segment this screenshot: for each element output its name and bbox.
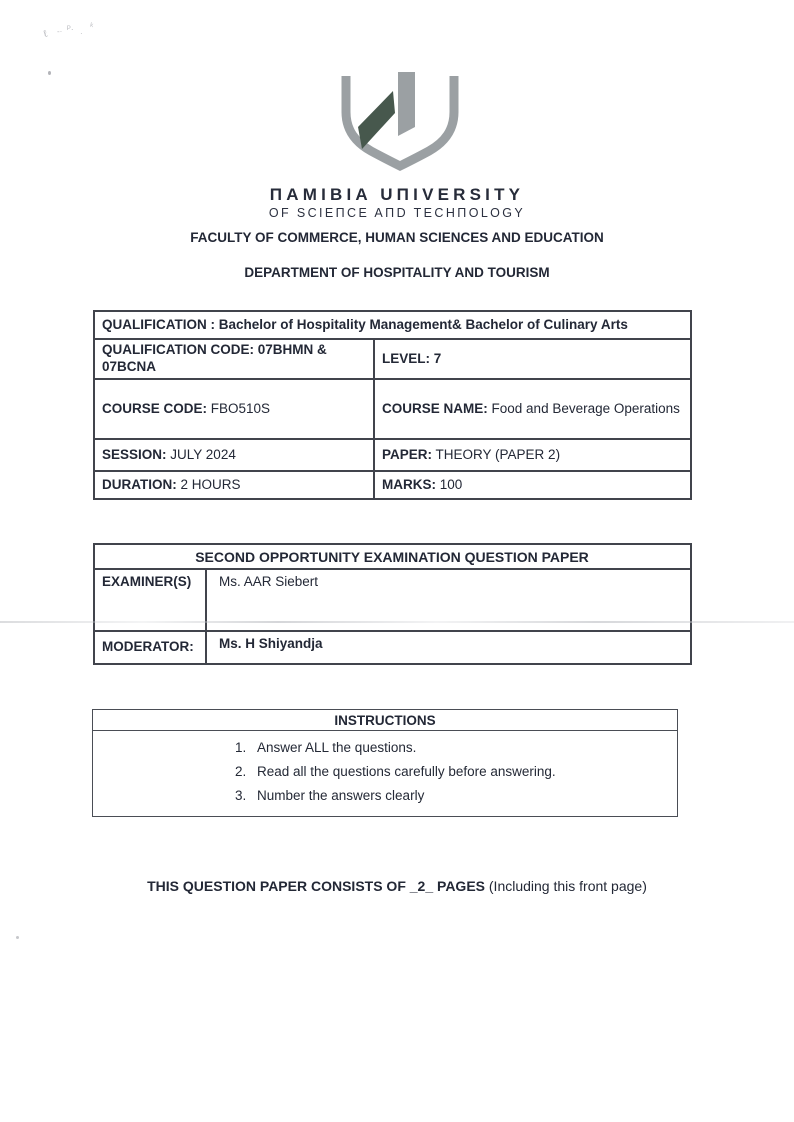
shield-green-sash (358, 91, 395, 149)
instruction-number: 2. (235, 764, 247, 779)
paper-cell (373, 438, 690, 470)
qualification-code-label: QUALIFICATION CODE: (102, 342, 254, 358)
pencil-mark: · (80, 29, 83, 38)
instruction-item (235, 760, 667, 784)
paper-label: PAPER: (382, 446, 433, 462)
marks-value: 100 (439, 476, 463, 492)
course-code-label: COURSE CODE: (102, 400, 208, 416)
instruction-number: 3. (235, 788, 247, 803)
marks-label: MARKS: (382, 476, 436, 492)
session-cell (95, 438, 373, 470)
qualification-code-value: 07BHMN & 07BCNA (102, 342, 327, 374)
university-name: ΠAMIBIA UΠIVERSITY (269, 185, 525, 204)
exam-paper-title: SECOND OPPORTUNITY EXAMINATION QUESTION PAPER (195, 548, 589, 565)
instructions-title: INSTRUCTIONS (93, 710, 677, 731)
instruction-item (235, 736, 667, 760)
duration-value: 2 HOURS (180, 476, 241, 492)
examiner-label: EXAMINER(S) (102, 574, 192, 589)
university-subtitle: OF SCIEΠCE AΠD TECHΠOLOGY (268, 206, 526, 220)
department-heading: DEPARTMENT OF HOSPITALITY AND TOURISM (244, 265, 550, 280)
level-label: LEVEL: (382, 350, 431, 366)
instruction-text: Read all the questions carefully before answering. (257, 764, 556, 779)
course-code-cell (95, 378, 373, 438)
instructions-list (93, 731, 677, 816)
instruction-number: 1. (235, 740, 247, 755)
moderator-value-cell (205, 630, 690, 663)
pencil-mark: ℓ (42, 28, 50, 41)
pencil-mark: -· (57, 27, 63, 36)
pencil-dot (48, 71, 51, 75)
course-name-cell (373, 378, 690, 438)
level-value: 7 (433, 350, 442, 366)
page-count-bold: THIS QUESTION PAPER CONSISTS OF _2_ PAGES (147, 878, 485, 894)
duration-cell (95, 470, 373, 498)
marks-cell (373, 470, 690, 498)
faculty-heading: FACULTY OF COMMERCE, HUMAN SCIENCES AND EDUCATION (190, 230, 604, 245)
examiner-value: Ms. AAR Siebert (219, 574, 319, 589)
level-cell (373, 338, 690, 378)
qualification-label: QUALIFICATION : (102, 316, 215, 332)
pencil-mark: ᴾ· (67, 24, 74, 34)
shield-inner-bar (398, 72, 415, 136)
exam-paper-table (93, 543, 692, 665)
paper-value: THEORY (PAPER 2) (435, 446, 561, 462)
university-shield-logo (335, 72, 465, 172)
duration-label: DURATION: (102, 476, 177, 492)
moderator-label: MODERATOR: (102, 639, 194, 655)
course-info-table (93, 310, 692, 500)
moderator-label-cell (95, 630, 205, 663)
course-code-value: FBO510S (210, 400, 271, 416)
course-name-label: COURSE NAME: (382, 400, 488, 416)
page-count-statement (0, 878, 794, 894)
instruction-item (235, 784, 667, 808)
exam-paper-title-cell (95, 545, 690, 568)
instruction-text: Number the answers clearly (257, 788, 425, 803)
qualification-cell (95, 312, 690, 338)
scan-artifact-line (0, 621, 794, 623)
session-value: JULY 2024 (170, 446, 236, 462)
instruction-text: Answer ALL the questions. (257, 740, 417, 755)
qualification-value: Bachelor of Hospitality Management& Bachelor of Culinary Arts (218, 316, 628, 332)
moderator-value: Ms. H Shiyandja (219, 636, 323, 651)
session-label: SESSION: (102, 446, 167, 462)
instructions-box (92, 709, 678, 817)
course-name-value: Food and Beverage Operations (491, 400, 680, 416)
page-count-regular: (Including this front page) (485, 878, 647, 894)
qualification-code-cell (95, 338, 373, 378)
pencil-mark: ᵏ (89, 20, 94, 32)
pencil-dot (16, 936, 19, 939)
